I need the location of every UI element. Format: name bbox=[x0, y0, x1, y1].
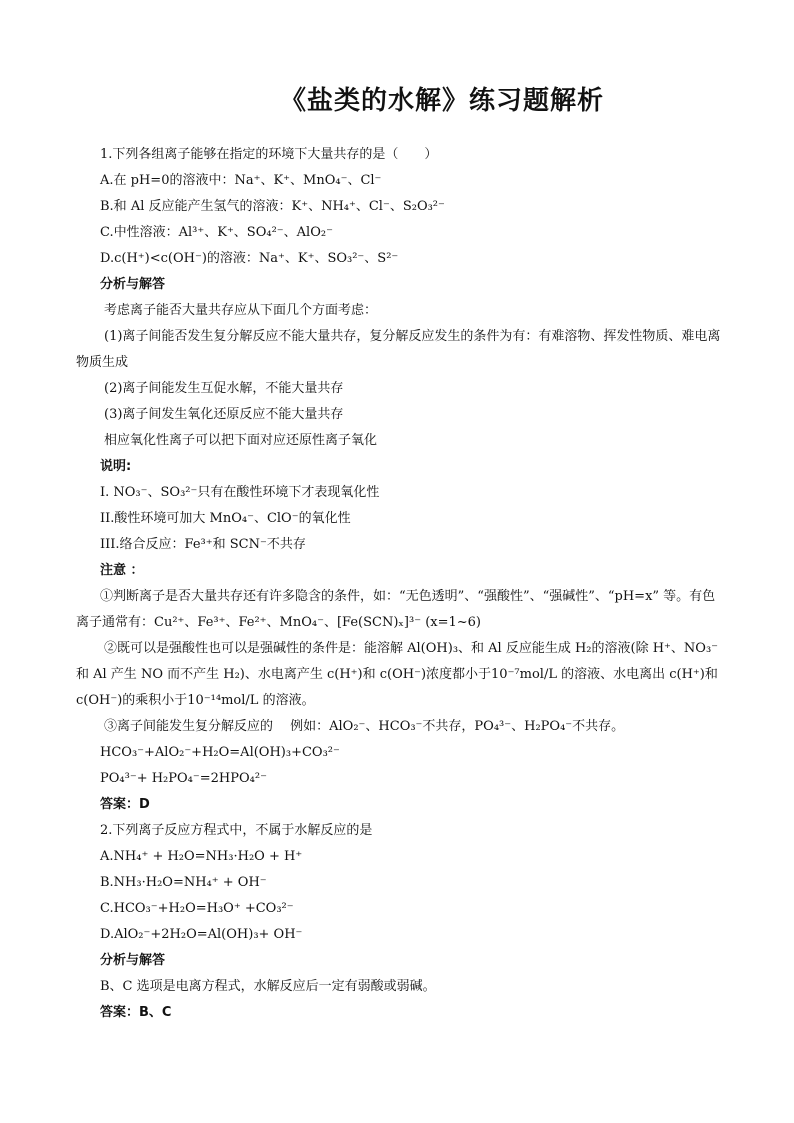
answer: 答案：D bbox=[100, 797, 150, 812]
question-2-option-a: A.NH₄⁺ + H₂O=NH₃·H₂O + H⁺ bbox=[100, 849, 303, 864]
attention-item bbox=[76, 636, 726, 714]
question-2-option-b: B.NH₃·H₂O=NH₄⁺ + OH⁻ bbox=[100, 875, 267, 890]
analysis-heading: 分析与解答 bbox=[100, 953, 166, 968]
attention-text: ②既可以是强酸性也可以是强碱性的条件是：能溶解 Al(OH)₃、和 Al 反应能生成 H₂的溶液(除 H⁺、NO₃⁻和 Al 产生 NO 而不产生 H₂)、水电离产生 c(H⁺)和 c(OH⁻)浓度都小于10⁻⁷mol/L 的溶液、水电离出 c(H⁺)和 c(OH⁻)的乘积小于10⁻¹⁴mol/L 的溶液。 bbox=[76, 641, 719, 708]
note-heading: 说明: bbox=[100, 459, 132, 474]
analysis-paragraph: 考虑离子能否大量共存应从下面几个方面考虑： bbox=[104, 303, 378, 318]
analysis-paragraph: 相应氧化性离子可以把下面对应还原性离子氧化 bbox=[104, 433, 378, 448]
note-item: III.络合反应：Fe³⁺和 SCN⁻不共存 bbox=[100, 537, 306, 552]
attention-heading: 注意 ： bbox=[100, 563, 144, 578]
note-item: II.酸性环境可加大 MnO₄⁻、ClO⁻的氧化性 bbox=[100, 511, 351, 526]
equation: HCO₃⁻+AlO₂⁻+H₂O=Al(OH)₃+CO₃²⁻ bbox=[100, 745, 340, 760]
question-1-option-c: C.中性溶液：Al³⁺、K⁺、SO₄²⁻、AlO₂⁻ bbox=[100, 225, 333, 240]
question-2-stem: 2.下列离子反应方程式中，不属于水解反应的是 bbox=[100, 823, 373, 838]
analysis-paragraph: (2)离子间能发生互促水解，不能大量共存 bbox=[104, 381, 344, 396]
page-title: 《盐类的水解》练习题解析 bbox=[279, 86, 604, 116]
attention-item bbox=[76, 584, 726, 636]
question-2-option-d: D.AlO₂⁻+2H₂O=Al(OH)₃+ OH⁻ bbox=[100, 927, 303, 942]
analysis-text: (1)离子间能否发生复分解反应不能大量共存，复分解反应发生的条件为有：有难溶物、挥发性物质、难电离物质生成 bbox=[76, 329, 721, 370]
analysis-heading: 分析与解答 bbox=[100, 277, 166, 292]
attention-text: ①判断离子是否大量共存还有许多隐含的条件，如：“无色透明”、“强酸性”、“强碱性”、“pH=x” 等。有色离子通常有：Cu²⁺、Fe³⁺、Fe²⁺、MnO₄⁻、[Fe(SCN)ₓ]³⁻ (x=1~6) bbox=[76, 589, 716, 630]
question-1-option-d: D.c(H⁺)<c(OH⁻)的溶液：Na⁺、K⁺、SO₃²⁻、S²⁻ bbox=[100, 251, 399, 266]
attention-item bbox=[76, 714, 726, 740]
answer: 答案：B、C bbox=[100, 1005, 172, 1020]
analysis-paragraph bbox=[76, 324, 726, 376]
attention-text: ③离子间能发生复分解反应的 例如：AlO₂⁻、HCO₃⁻不共存，PO₄³⁻、H₂PO₄⁻不共存。 bbox=[104, 719, 625, 734]
note-item: I. NO₃⁻、SO₃²⁻只有在酸性环境下才表现氧化性 bbox=[100, 485, 380, 500]
question-2-option-c: C.HCO₃⁻+H₂O=H₃O⁺ +CO₃²⁻ bbox=[100, 901, 294, 916]
equation: PO₄³⁻+ H₂PO₄⁻=2HPO₄²⁻ bbox=[100, 771, 267, 786]
question-1-stem: 1.下列各组离子能够在指定的环境下大量共存的是（ ） bbox=[100, 147, 438, 162]
question-1-option-a: A.在 pH=0的溶液中：Na⁺、K⁺、MnO₄⁻、Cl⁻ bbox=[100, 173, 382, 188]
analysis-paragraph: B、C 选项是电离方程式，水解反应后一定有弱酸或弱碱。 bbox=[100, 979, 436, 994]
question-1-option-b: B.和 Al 反应能产生氢气的溶液：K⁺、NH₄⁺、Cl⁻、S₂O₃²⁻ bbox=[100, 199, 445, 214]
document-body bbox=[76, 142, 726, 1026]
analysis-paragraph: (3)离子间发生氧化还原反应不能大量共存 bbox=[104, 407, 344, 422]
